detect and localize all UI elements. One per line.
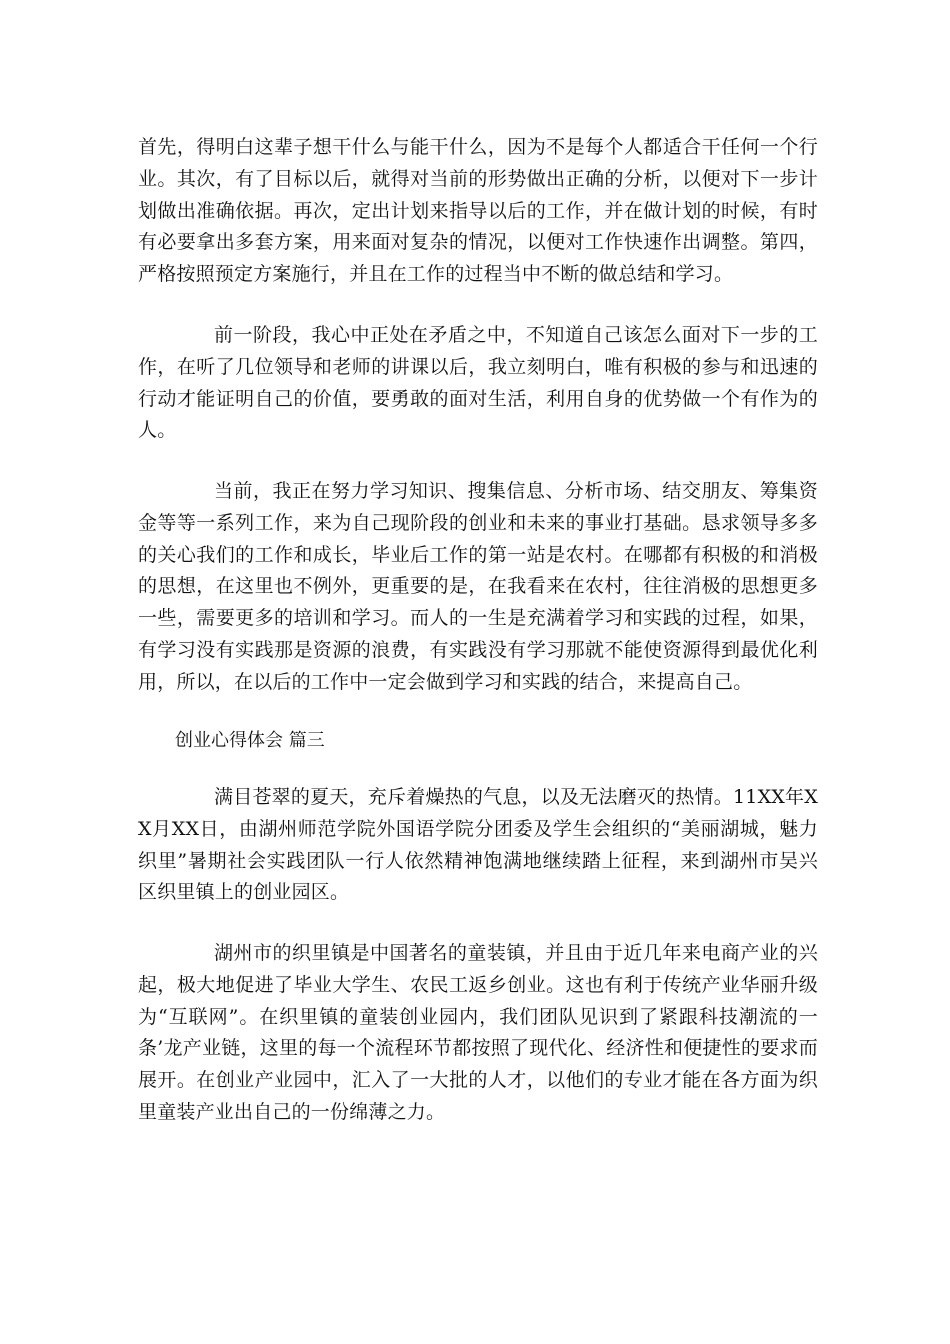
paragraph-4: 满目苍翠的夏天，充斥着燥热的气息，以及无法磨灭的热情。11XX年XX月XX日，由湖州师范学院外国语学院分团委及学生会组织的“美丽湖城，魅力织里”暑期社会实践团队一行人依然精神饱满地继续踏上征程，来到湖州市吴兴区织里镇上的创业园区。 bbox=[138, 786, 818, 904]
paragraph-1: 首先，得明白这辈子想干什么与能干什么，因为不是每个人都适合干任何一个行业。其次，有了目标以后，就得对当前的形势做出正确的分析，以便对下一步计划做出准确依据。再次，定出计划来指导以后的工作，并在做计划的时候，有时有必要拿出多套方案，用来面对复杂的情况，以便对工作快速作出调整。第四，严格按照预定方案施行，并且在工作的过程当中不断的做总结和学习。 bbox=[138, 136, 818, 286]
paragraph-3: 当前，我正在努力学习知识、搜集信息、分析市场、结交朋友、筹集资金等等一系列工作，来为自己现阶段的创业和未来的事业打基础。恳求领导多多的关心我们的工作和成长，毕业后工作的第一站是农村。在哪都有积极的和消极的思想，在这里也不例外，更重要的是，在我看来在农村，往往消极的思想更多一些，需要更多的培训和学习。而人的一生是充满着学习和实践的过程，如果，有学习没有实践那是资源的浪费，有实践没有学习那就不能使资源得到最优化利用，所以，在以后的工作中一定会做到学习和实践的结合，来提高自己。 bbox=[138, 480, 818, 693]
paragraph-2: 前一阶段，我心中正处在矛盾之中，不知道自己该怎么面对下一步的工作，在听了几位领导和老师的讲课以后，我立刻明白，唯有积极的参与和迅速的行动才能证明自己的价值，要勇敢的面对生活，利用自身的优势做一个有作为的人。 bbox=[138, 324, 818, 442]
section-heading: 创业心得体会 篇三 bbox=[175, 730, 325, 751]
paragraph-5: 湖州市的织里镇是中国著名的童装镇，并且由于近几年来电商产业的兴起，极大地促进了毕业大学生、农民工返乡创业。这也有利于传统产业华丽升级为“互联网”。在织里镇的童装创业园内，我们团队见识到了紧跟科技潮流的一条’龙产业链，这里的每一个流程环节都按照了现代化、经济性和便捷性的要求而展开。在创业产业园中，汇入了一大批的人才，以他们的专业才能在各方面为织里童装产业出自己的一份绵薄之力。 bbox=[138, 942, 818, 1123]
